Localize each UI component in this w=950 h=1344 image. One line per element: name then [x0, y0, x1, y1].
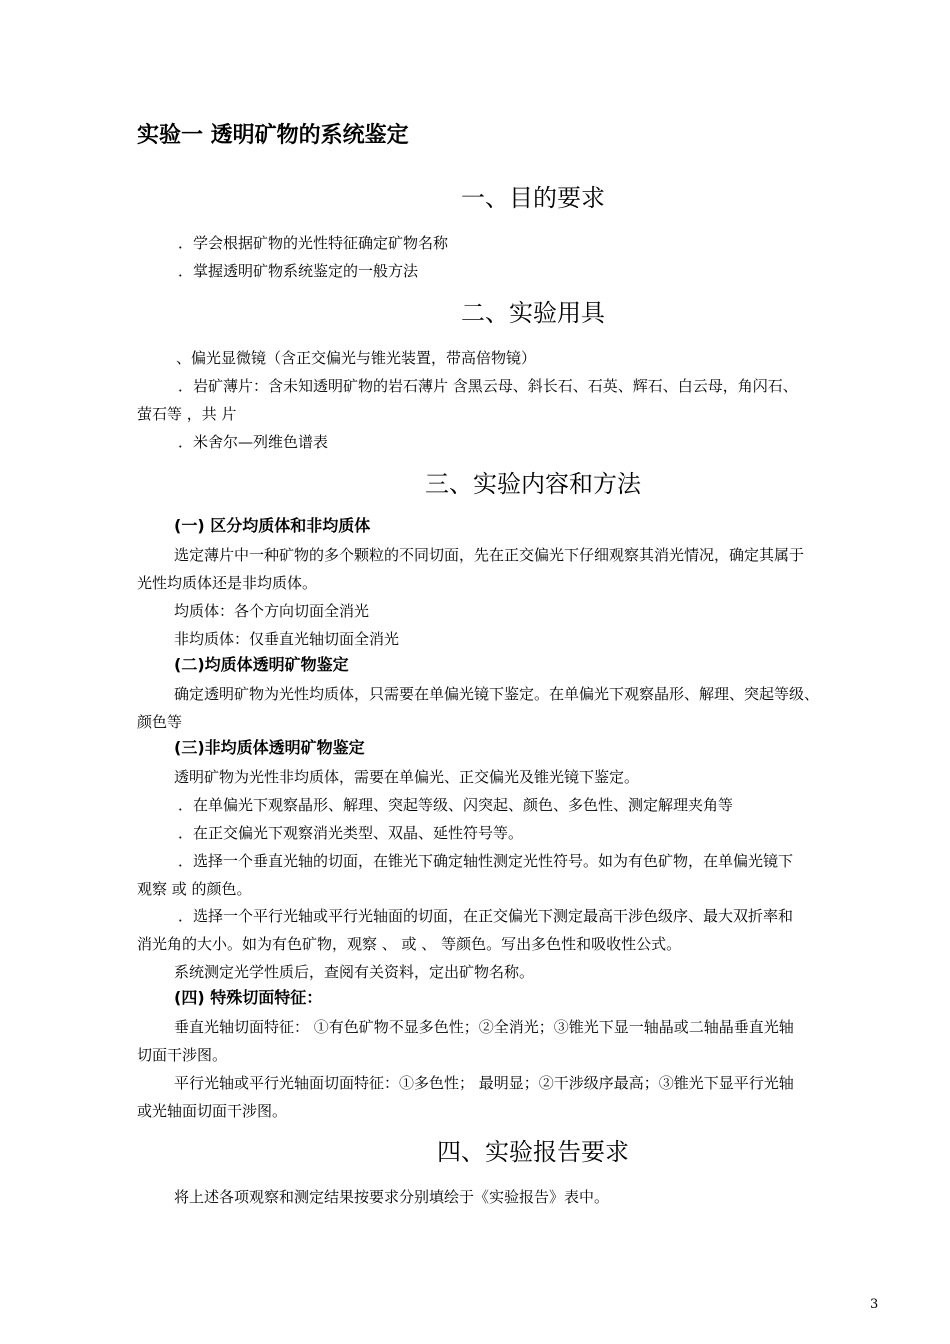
- paragraph-line: 系统测定光学性质后，查阅有关资料，定出矿物名称。: [174, 963, 535, 981]
- subsection-title-2: (二)均质体透明矿物鉴定: [174, 655, 349, 674]
- paragraph-line: 将上述各项观察和测定结果按要求分别填绘于《实验报告》表中。: [174, 1188, 610, 1206]
- list-item: ．在单偏光下观察晶形、解理、突起等级、闪突起、颜色、多色性、测定解理夹角等: [178, 796, 734, 814]
- list-item: ．选择一个平行光轴或平行光轴面的切面，在正交偏光下测定最高干涉色级序、最大双折率和: [178, 907, 794, 925]
- section-heading-report: 四、实验报告要求: [437, 1138, 629, 1166]
- goal-item-1: ．学会根据矿物的光性特征确定矿物名称: [178, 234, 449, 252]
- list-item: ．在正交偏光下观察消光类型、双晶、延性符号等。: [178, 824, 524, 842]
- list-item: ．选择一个垂直光轴的切面，在锥光下确定轴性测定光性符号。如为有色矿物，在单偏光镜下: [178, 852, 794, 870]
- tool-item-2-cont: 萤石等 ，共 片: [137, 405, 237, 423]
- subsection-title-3: (三)非均质体透明矿物鉴定: [174, 738, 365, 757]
- section-heading-tools: 二、实验用具: [461, 299, 605, 327]
- subsection-title-4: (四) 特殊切面特征：: [174, 988, 323, 1007]
- paragraph-line: 垂直光轴切面特征： ①有色矿物不显多色性；②全消光；③锥光下显一轴晶或二轴晶垂直光轴: [174, 1018, 794, 1036]
- paragraph-line: 确定透明矿物为光性均质体，只需要在单偏光镜下鉴定。在单偏光下观察晶形、解理、突起等级、: [174, 685, 820, 703]
- tool-item-1: 、偏光显微镜（含正交偏光与锥光装置，带高倍物镜）: [176, 349, 537, 367]
- paragraph-line: 光性均质体还是非均质体。: [137, 574, 318, 592]
- list-item-cont: 观察 或 的颜色。: [137, 880, 252, 898]
- paragraph-line: 或光轴面切面干涉图。: [137, 1102, 288, 1120]
- paragraph-line: 透明矿物为光性非均质体，需要在单偏光、正交偏光及锥光镜下鉴定。: [174, 768, 640, 786]
- section-heading-goals: 一、目的要求: [461, 184, 605, 212]
- document-title: 实验一 透明矿物的系统鉴定: [137, 123, 409, 148]
- paragraph-line: 均质体：各个方向切面全消光: [174, 602, 370, 620]
- tool-item-3: ．米舍尔—列维色谱表: [178, 433, 329, 451]
- paragraph-line: 颜色等: [137, 713, 183, 731]
- paragraph-line: 切面干涉图。: [137, 1046, 228, 1064]
- subsection-title-1: (一) 区分均质体和非均质体: [174, 516, 371, 535]
- section-heading-methods: 三、实验内容和方法: [425, 470, 641, 498]
- goal-item-2: ．掌握透明矿物系统鉴定的一般方法: [178, 262, 419, 280]
- list-item-cont: 消光角的大小。如为有色矿物，观察 、 或 、 等颜色。写出多色性和吸收性公式。: [137, 935, 682, 953]
- paragraph-line: 平行光轴或平行光轴面切面特征：①多色性； 最明显；②干涉级序最高；③锥光下显平行光轴: [174, 1074, 794, 1092]
- paragraph-line: 非均质体：仅垂直光轴切面全消光: [174, 630, 400, 648]
- paragraph-line: 选定薄片中一种矿物的多个颗粒的不同切面，先在正交偏光下仔细观察其消光情况，确定其属于: [174, 546, 805, 564]
- tool-item-2: ．岩矿薄片：含未知透明矿物的岩石薄片 含黑云母、斜长石、石英、辉石、白云母，角闪石、: [178, 377, 798, 395]
- page-number: 3: [870, 1297, 879, 1312]
